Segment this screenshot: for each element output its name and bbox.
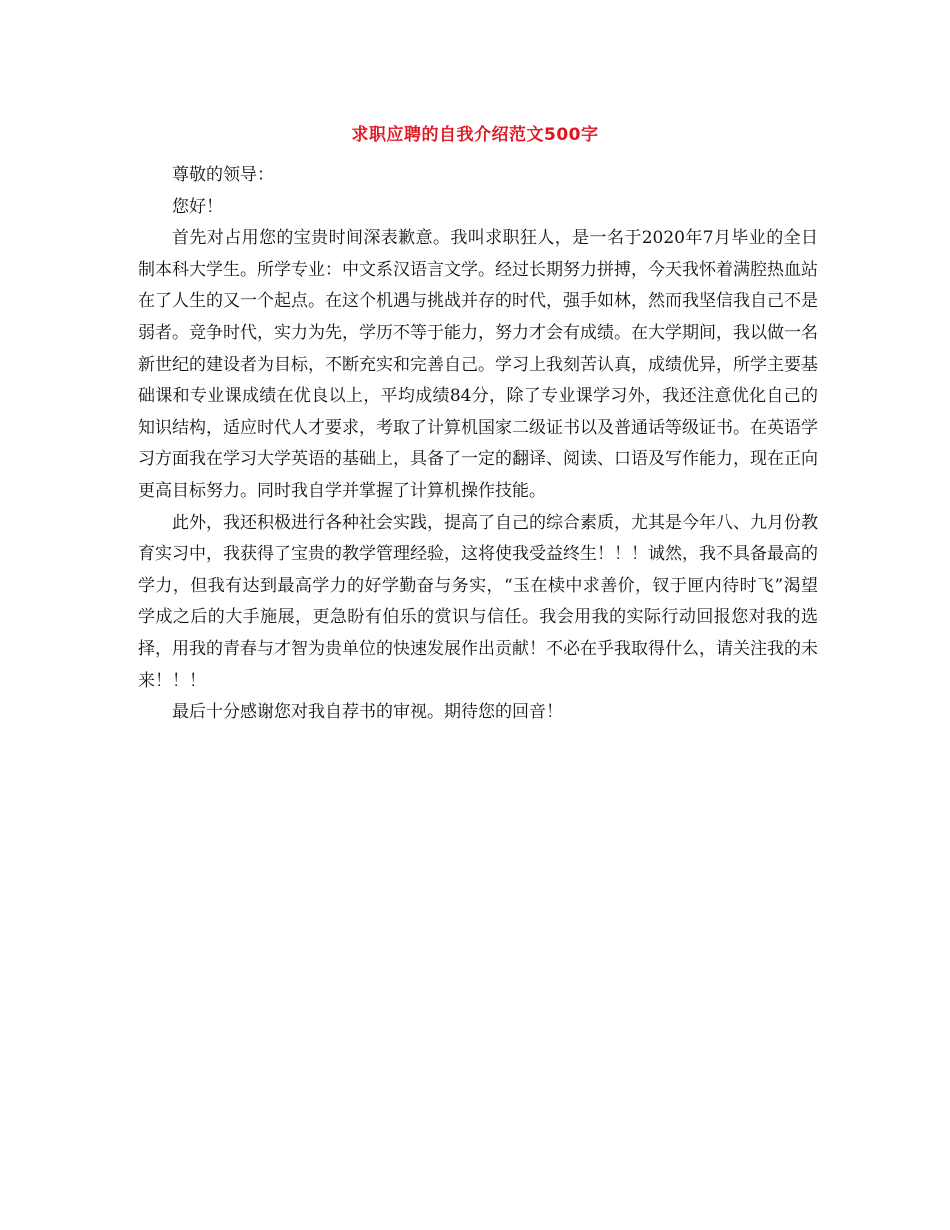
greeting: 您好！ bbox=[172, 196, 223, 217]
document-title: 求职应聘的自我介绍范文500字 bbox=[351, 125, 599, 145]
paragraph-intro: 首先对占用您的宝贵时间深表歉意。我叫求职狂人，是一名于2020年7月毕业的全日制本科大学生。所学专业：中文系汉语言文学。经过长期努力拼搏，今天我怀着满腔热血站在了人生的又一个起点。在这个机遇与挑战并存的时代，强手如林，然而我坚信我自己不是弱者。竞争时代，实力为先，学历不等于能力，努力才会有成绩。在大学期间，我以做一名新世纪的建设者为目标，不断充实和完善自己。学习上我刻苦认真，成绩优异，所学主要基础课和专业课成绩在优良以上，平均成绩84分，除了专业课学习外，我还注意优化自己的知识结构，适应时代人才要求，考取了计算机国家二级证书以及普通话等级证书。在英语学习方面我在学习大学英语的基础上，具备了一定的翻译、阅读、口语及写作能力，现在正向更高目标努力。同时我自学并掌握了计算机操作技能。 bbox=[138, 228, 818, 501]
paragraph-practice: 此外，我还积极进行各种社会实践，提高了自己的综合素质，尤其是今年八、九月份教育实习中，我获得了宝贵的教学管理经验，这将使我受益终生！！！诚然，我不具备最高的学力，但我有达到最高学力的好学勤奋与务实，“玉在椟中求善价，钗于匣内待时飞”渴望学成之后的大手施展，更急盼有伯乐的赏识与信任。我会用我的实际行动回报您对我的选择，用我的青春与才智为贵单位的快速发展作出贡献！不必在乎我取得什么，请关注我的未来！！！ bbox=[138, 512, 818, 691]
letter-body bbox=[138, 160, 818, 729]
paragraph-closing: 最后十分感谢您对我自荐书的审视。期待您的回音！ bbox=[172, 702, 563, 723]
salutation: 尊敬的领导： bbox=[172, 165, 274, 185]
